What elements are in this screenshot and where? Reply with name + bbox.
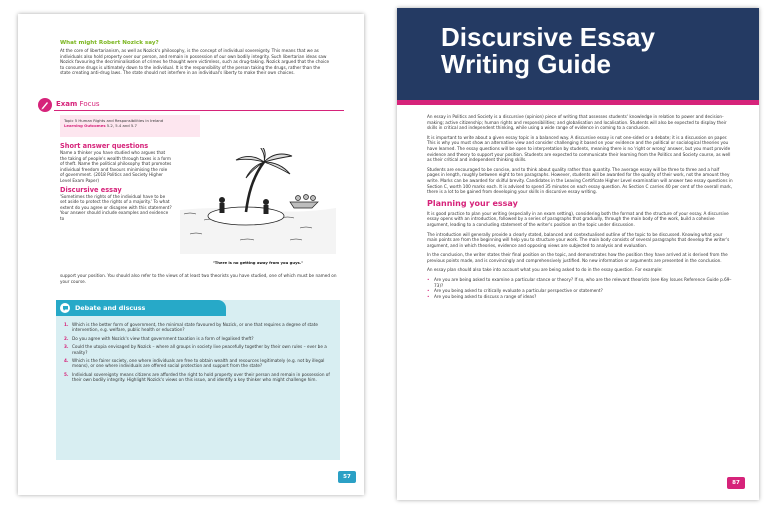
debate-header [56, 300, 226, 316]
nozick-section [60, 40, 330, 76]
bullet-text: Are you being asked to discuss a range of ideas? [434, 293, 537, 299]
bullet-icon: • [427, 293, 430, 299]
exam-outcomes: Learning Outcomes 5.2, 5.4 and 5.7 [64, 123, 137, 128]
short-answer-text: Name a thinker you have studied who argues that the taking of people's wealth through taxes is a form of theft. Name the political philosophy that promotes individual freedom and favours minimising the role of government. (2018 Politics and Society Higher Level Exam Paper) [60, 150, 172, 183]
debate-item [64, 322, 332, 333]
debate-item-text: Do you agree with Nozick's view that government taxation is a form of legalised theft? [72, 335, 254, 341]
debate-item-text: Which is the fairer society, one where individuals are free to obtain wealth and resources legitimately (e.g. not by illegal means), or one where individuals are offered social protection and support from the state? [72, 358, 325, 369]
cartoon-caption: "There is no getting away from you guys." [212, 260, 304, 265]
exam-focus-title: Exam Focus [56, 100, 100, 108]
section-heading: What might Robert Nozick say? [60, 40, 159, 46]
right-page [397, 8, 759, 500]
discursive-text-wide: support your position. You should also refer to the views of at least two theorists you have studied, one of which must be named on your course. [60, 273, 337, 284]
title-stripe [397, 100, 759, 105]
planning-paragraph: An essay plan should also take into account what you are being asked to do in the essay question. For example: [427, 267, 663, 273]
debate-item [64, 336, 332, 341]
debate-item-text: Which is the better form of government, the minimal state favoured by Nozick, or one that requires a degree of state intervention, e.g. welfare, public health or education? [72, 322, 318, 333]
planning-heading: Planning your essay [427, 198, 518, 208]
bullet-item [427, 277, 733, 288]
intro-paragraph: It is important to write about a given essay topic in a balanced way. A discursive essay is not one-sided or a debate; it is a discussion on paper. This is why you must show an alternative view and consider challenging it based on your evidence and the political or sociological theories you have learned. The essay questions will be open to interpretation by students, meaning there is no 'right or wrong' answer, but you must provide evidence and theory to support your position. Students are expected to communicate their learning from the Politics and Society course, as well as their critical and independent thinking skills. [427, 134, 731, 163]
planning-paragraph: The introduction will generally provide a clearly stated, balanced and contextualised outline of the topic to be discussed. Knowing what your main points are from the beginning will help you to structure your work. The main body consists of several paragraphs that develop the writer's argument, and in which theories, evidence and opposing views are subjected to analysis and evaluation. [427, 231, 730, 248]
intro-paragraph: An essay in Politics and Society is a discursive (opinion) piece of writing that assesses students' knowledge in relation to power and decision-making; active citizenship; human rights and responsibilities; and globalisation and localisation. Students will also be expected to display their skills in critical and independent thinking, while using a wide range of evidence in coming to a conclusion. [427, 114, 727, 131]
planning-paragraph: In the conclusion, the writer states their final position on the topic, and demonstrates how the position they have arrived at is derived from the previous points made, and is convincingly and comprehensively justified. No new information or arguments are presented in the conclusion. [427, 252, 728, 263]
debate-box [56, 300, 340, 460]
short-answer-heading: Short answer questions [60, 142, 149, 150]
question-bullets [427, 277, 733, 299]
debate-list [56, 316, 340, 383]
section-text: At the core of libertarianism, as well as Nozick's philosophy, is the concept of individual sovereignty. This means that we as individuals also hold property over our person, and remain in possession of our own bodily integrity. Such libertarian ideas saw Nozick favouring the decriminalisation of crimes he thought were victimless, such as drug-taking. Nozick argued that the choice to consume drugs is ultimately down to the individual. It is the responsibility of the person taking the drugs, rather than the state creating anti-drug laws. The state should not interfere in an individual's liberty to make their own choices. [60, 48, 330, 76]
page-number-left: 57 [338, 471, 356, 483]
discursive-text-narrow: 'Sometimes the rights of the individual have to be set aside to protect the rights of a majority.' To what extent do you agree or disagree with this statement? Your answer should include examples and evidence to [60, 193, 172, 221]
debate-title: Debate and discuss [75, 304, 146, 312]
debate-item-number: 1. [64, 322, 69, 327]
debate-item-number: 3. [64, 344, 69, 350]
bullet-text: Are you being asked to critically evaluate a particular perspective or statement? [434, 288, 603, 294]
bullet-icon: • [427, 277, 430, 283]
intro-text [427, 114, 733, 299]
bullet-item [427, 294, 733, 300]
speech-bubble-icon [60, 303, 70, 313]
island-cartoon-icon [180, 148, 336, 254]
bullet-text: Are you are being asked to examine a particular stance or theory? If so, who are the relevant theorists (see Key Issues Reference Guide p.69–73)? [434, 277, 732, 288]
cartoon-image [180, 148, 336, 264]
exam-focus-box [60, 115, 200, 137]
exam-focus-rule [54, 110, 344, 111]
page-number-right: 87 [727, 477, 745, 489]
bullet-icon: • [427, 288, 430, 294]
short-answer-section [60, 142, 172, 222]
debate-item-number: 2. [64, 335, 69, 341]
exam-focus-icon [38, 98, 52, 112]
debate-item-number: 5. [64, 371, 69, 377]
debate-item-text: Could the utopia envisaged by Nozick – where all groups in society live peacefully together by their own rules – ever be a reality? [72, 344, 327, 355]
left-page [18, 14, 364, 495]
planning-paragraph: It is good practice to plan your writing (especially in an exam setting), considering both the format and the structure of your essay. A discursive essay opens with an introduction, followed by a series of paragraphs that gradually, through the main body of the work, build a cohesive argument, leading to a concluding statement of the writer's position on the topic under discussion. [427, 210, 729, 227]
intro-paragraph: Students are encouraged to be concise, and to think about quality rather than quantity. The average essay will be three to three and a half pages in length, roughly between eight to ten paragraphs. However, students will be awarded for the quality of their work, not the amount they write. Marks can be awarded for skilful brevity. Candidates in the Leaving Certificate Higher Level examination will answer two essay questions in Section C, worth 100 marks each. It is advised to spend 35 minutes on each essay question. As Section C carries 40 per cent of the overall mark, there is a lot to be gained from developing your skills in discursive essay writing. [427, 166, 733, 195]
debate-item [64, 344, 332, 355]
exam-topic: Topic 5 Human Rights and Responsibilities in Ireland [64, 118, 164, 123]
debate-item-text: Individual sovereignty means citizens are afforded the right to hold property over their person and remain in possession of their own bodily integrity. Highlight Nozick's views on this issue, and identify a key thinker who might challenge him. [72, 371, 330, 383]
title-banner [397, 8, 759, 100]
page-title: Discursive Essay Writing Guide [441, 22, 655, 79]
debate-item [64, 372, 332, 383]
discursive-heading: Discursive essay [60, 185, 122, 194]
debate-item [64, 358, 332, 369]
debate-item-number: 4. [64, 358, 69, 364]
